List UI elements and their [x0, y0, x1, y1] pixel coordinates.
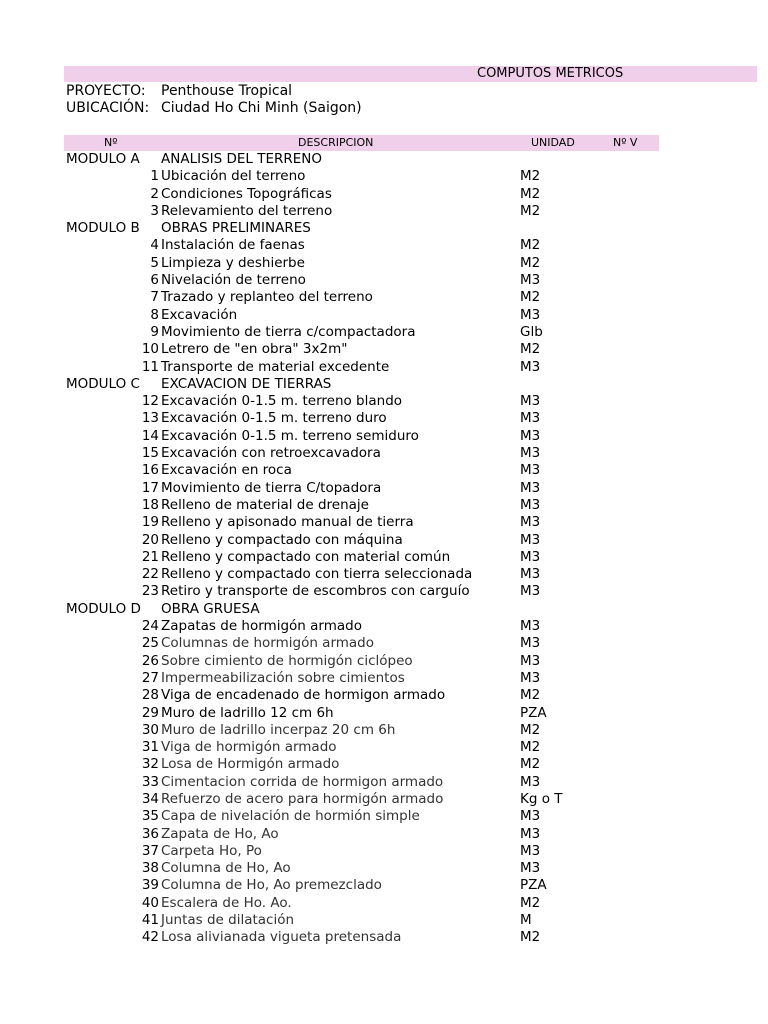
item-unit: M3: [520, 635, 541, 652]
table-row: [0, 514, 768, 531]
item-number: 37: [141, 842, 159, 859]
item-number: 30: [141, 721, 159, 738]
item-number: 16: [141, 462, 159, 479]
table-row: [0, 566, 768, 583]
item-number: 38: [141, 860, 159, 877]
table-row: [0, 756, 768, 773]
table-row: [0, 618, 768, 635]
item-description: Viga de hormigón armado: [161, 739, 337, 756]
column-header-nv: Nº V: [613, 136, 638, 149]
item-description: Instalación de faenas: [161, 237, 305, 254]
item-unit: M3: [520, 393, 541, 410]
module-row: [0, 220, 768, 237]
item-number: 2: [150, 185, 159, 202]
item-unit: M3: [520, 531, 541, 548]
module-title: EXCAVACION DE TIERRAS: [161, 375, 332, 392]
item-number: 33: [141, 773, 159, 790]
table-row: [0, 359, 768, 376]
item-unit: M3: [520, 514, 541, 531]
table-row: [0, 739, 768, 756]
item-unit: M3: [520, 479, 541, 496]
item-unit: M: [520, 912, 532, 929]
table-row: [0, 480, 768, 497]
item-number: 22: [141, 566, 159, 583]
item-number: 42: [141, 929, 159, 946]
item-number: 12: [141, 393, 159, 410]
table-row: [0, 583, 768, 600]
project-label: PROYECTO:: [66, 83, 146, 99]
table-row: [0, 272, 768, 289]
item-number: 35: [141, 808, 159, 825]
item-unit: M2: [520, 202, 541, 219]
item-unit: Kg o T: [520, 790, 563, 807]
item-unit: M3: [520, 669, 541, 686]
item-unit: M3: [520, 410, 541, 427]
item-description: Losa alivianada vigueta pretensada: [161, 929, 402, 946]
table-row: [0, 705, 768, 722]
item-description: Zapata de Ho, Ao: [161, 825, 279, 842]
item-description: Columna de Ho, Ao premezclado: [161, 877, 382, 894]
table-row: [0, 532, 768, 549]
table-row: [0, 826, 768, 843]
item-number: 26: [141, 652, 159, 669]
item-description: Ubicación del terreno: [161, 168, 306, 185]
module-title: OBRAS PRELIMINARES: [161, 220, 311, 237]
column-header-desc: DESCRIPCION: [298, 136, 374, 149]
item-unit: M3: [520, 652, 541, 669]
table-row: [0, 168, 768, 185]
item-unit: M2: [520, 739, 541, 756]
item-description: Movimiento de tierra C/topadora: [161, 479, 382, 496]
item-unit: M2: [520, 289, 541, 306]
table-row: [0, 653, 768, 670]
item-unit: PZA: [520, 877, 547, 894]
table-row: [0, 843, 768, 860]
table-row: [0, 462, 768, 479]
item-unit: M3: [520, 427, 541, 444]
item-description: Nivelación de terreno: [161, 272, 306, 289]
item-number: 5: [150, 254, 159, 271]
item-description: Transporte de material excedente: [161, 358, 390, 375]
item-description: Muro de ladrillo incerpaz 20 cm 6h: [161, 721, 396, 738]
item-description: Movimiento de tierra c/compactadora: [161, 323, 416, 340]
item-unit: M2: [520, 185, 541, 202]
item-unit: M3: [520, 462, 541, 479]
table-row: [0, 307, 768, 324]
item-description: Columnas de hormigón armado: [161, 635, 375, 652]
item-unit: M2: [520, 237, 541, 254]
item-number: 14: [141, 427, 159, 444]
module-label: MODULO C: [66, 375, 140, 392]
item-description: Excavación con retroexcavadora: [161, 445, 381, 462]
table-row: [0, 186, 768, 203]
item-description: Cimentacion corrida de hormigon armado: [161, 773, 444, 790]
item-unit: M3: [520, 496, 541, 513]
item-number: 25: [141, 635, 159, 652]
item-number: 18: [141, 496, 159, 513]
table-row: [0, 791, 768, 808]
item-description: Excavación: [161, 306, 238, 323]
item-number: 15: [141, 445, 159, 462]
item-description: Excavación 0-1.5 m. terreno semiduro: [161, 427, 419, 444]
item-unit: M3: [520, 566, 541, 583]
table-row: [0, 393, 768, 410]
item-number: 10: [141, 341, 159, 358]
item-number: 20: [141, 531, 159, 548]
module-title: ANALISIS DEL TERRENO: [161, 151, 323, 167]
module-title: OBRA GRUESA: [161, 600, 260, 617]
item-number: 6: [150, 272, 159, 289]
item-number: 17: [141, 479, 159, 496]
item-number: 9: [150, 323, 159, 340]
item-description: Retiro y transporte de escombros con carguío: [161, 583, 470, 600]
table-row: [0, 635, 768, 652]
item-description: Relleno y compactado con tierra seleccionada: [161, 566, 473, 583]
item-description: Relleno de material de drenaje: [161, 496, 369, 513]
item-unit: M3: [520, 445, 541, 462]
location-value: Ciudad Ho Chi Minh (Saigon): [161, 100, 362, 116]
item-description: Zapatas de hormigón armado: [161, 618, 362, 635]
project-value: Penthouse Tropical: [161, 83, 293, 99]
location-label: UBICACIÓN:: [66, 100, 150, 116]
item-unit: M3: [520, 618, 541, 635]
item-number: 3: [150, 202, 159, 219]
column-header-unit: UNIDAD: [531, 136, 575, 149]
item-number: 32: [141, 756, 159, 773]
item-number: 40: [141, 894, 159, 911]
table-row: [0, 289, 768, 306]
module-row: [0, 151, 768, 168]
item-number: 1: [150, 168, 159, 185]
item-unit: M2: [520, 894, 541, 911]
item-unit: M3: [520, 548, 541, 565]
item-unit: M3: [520, 842, 541, 859]
item-description: Relleno y apisonado manual de tierra: [161, 514, 414, 531]
item-number: 27: [141, 669, 159, 686]
table-row: [0, 877, 768, 894]
table-row: [0, 497, 768, 514]
item-description: Juntas de dilatación: [161, 912, 295, 929]
table-row: [0, 255, 768, 272]
table-row: [0, 670, 768, 687]
module-label: MODULO B: [66, 220, 140, 237]
table-row: [0, 808, 768, 825]
table-row: [0, 549, 768, 566]
item-description: Excavación 0-1.5 m. terreno duro: [161, 410, 387, 427]
item-description: Condiciones Topográficas: [161, 185, 332, 202]
item-number: 41: [141, 912, 159, 929]
item-description: Excavación 0-1.5 m. terreno blando: [161, 393, 403, 410]
table-row: [0, 722, 768, 739]
table-row: [0, 895, 768, 912]
item-description: Limpieza y deshierbe: [161, 254, 305, 271]
item-number: 8: [150, 306, 159, 323]
item-unit: M3: [520, 272, 541, 289]
item-number: 19: [141, 514, 159, 531]
item-number: 11: [141, 358, 159, 375]
item-unit: M3: [520, 808, 541, 825]
item-description: Viga de encadenado de hormigon armado: [161, 687, 446, 704]
item-number: 13: [141, 410, 159, 427]
item-unit: M2: [520, 756, 541, 773]
item-number: 34: [141, 790, 159, 807]
item-number: 4: [150, 237, 159, 254]
item-description: Excavación en roca: [161, 462, 292, 479]
module-label: MODULO D: [66, 600, 141, 617]
item-unit: M3: [520, 825, 541, 842]
table-row: [0, 912, 768, 929]
item-number: 7: [150, 289, 159, 306]
table-row: [0, 324, 768, 341]
item-number: 21: [141, 548, 159, 565]
module-row: [0, 376, 768, 393]
item-number: 29: [141, 704, 159, 721]
page-title: COMPUTOS METRICOS: [477, 66, 624, 81]
item-unit: M3: [520, 358, 541, 375]
item-description: Losa de Hormigón armado: [161, 756, 340, 773]
item-description: Sobre cimiento de hormigón ciclópeo: [161, 652, 413, 669]
item-description: Impermeabilización sobre cimientos: [161, 669, 405, 686]
item-unit: M3: [520, 773, 541, 790]
item-description: Escalera de Ho. Ao.: [161, 894, 292, 911]
item-description: Trazado y replanteo del terreno: [161, 289, 373, 306]
item-description: Columna de Ho, Ao: [161, 860, 291, 877]
item-description: Relleno y compactado con máquina: [161, 531, 403, 548]
item-unit: M2: [520, 341, 541, 358]
item-number: 31: [141, 739, 159, 756]
item-unit: M2: [520, 168, 541, 185]
item-number: 28: [141, 687, 159, 704]
item-unit: Glb: [520, 323, 543, 340]
title-band: [64, 66, 757, 82]
column-header-num: Nº: [104, 136, 118, 149]
table-row: [0, 687, 768, 704]
table-row: [0, 410, 768, 427]
table-row: [0, 929, 768, 946]
item-description: Relevamiento del terreno: [161, 202, 333, 219]
item-unit: PZA: [520, 704, 547, 721]
item-description: Carpeta Ho, Po: [161, 842, 262, 859]
item-number: 39: [141, 877, 159, 894]
module-row: [0, 601, 768, 618]
item-number: 36: [141, 825, 159, 842]
module-label: MODULO A: [66, 151, 140, 167]
item-description: Refuerzo de acero para hormigón armado: [161, 790, 444, 807]
table-row: [0, 203, 768, 220]
item-number: 23: [141, 583, 159, 600]
items-table: [0, 151, 768, 947]
item-number: 24: [141, 618, 159, 635]
table-row: [0, 445, 768, 462]
table-row: [0, 428, 768, 445]
item-description: Letrero de "en obra" 3x2m": [161, 341, 348, 358]
item-unit: M2: [520, 929, 541, 946]
item-description: Capa de nivelación de hormión simple: [161, 808, 420, 825]
table-row: [0, 237, 768, 254]
item-unit: M3: [520, 583, 541, 600]
item-unit: M2: [520, 721, 541, 738]
table-row: [0, 341, 768, 358]
item-unit: M3: [520, 860, 541, 877]
item-unit: M3: [520, 306, 541, 323]
table-row: [0, 774, 768, 791]
table-row: [0, 860, 768, 877]
item-description: Muro de ladrillo 12 cm 6h: [161, 704, 334, 721]
item-description: Relleno y compactado con material común: [161, 548, 451, 565]
item-unit: M2: [520, 687, 541, 704]
item-unit: M2: [520, 254, 541, 271]
